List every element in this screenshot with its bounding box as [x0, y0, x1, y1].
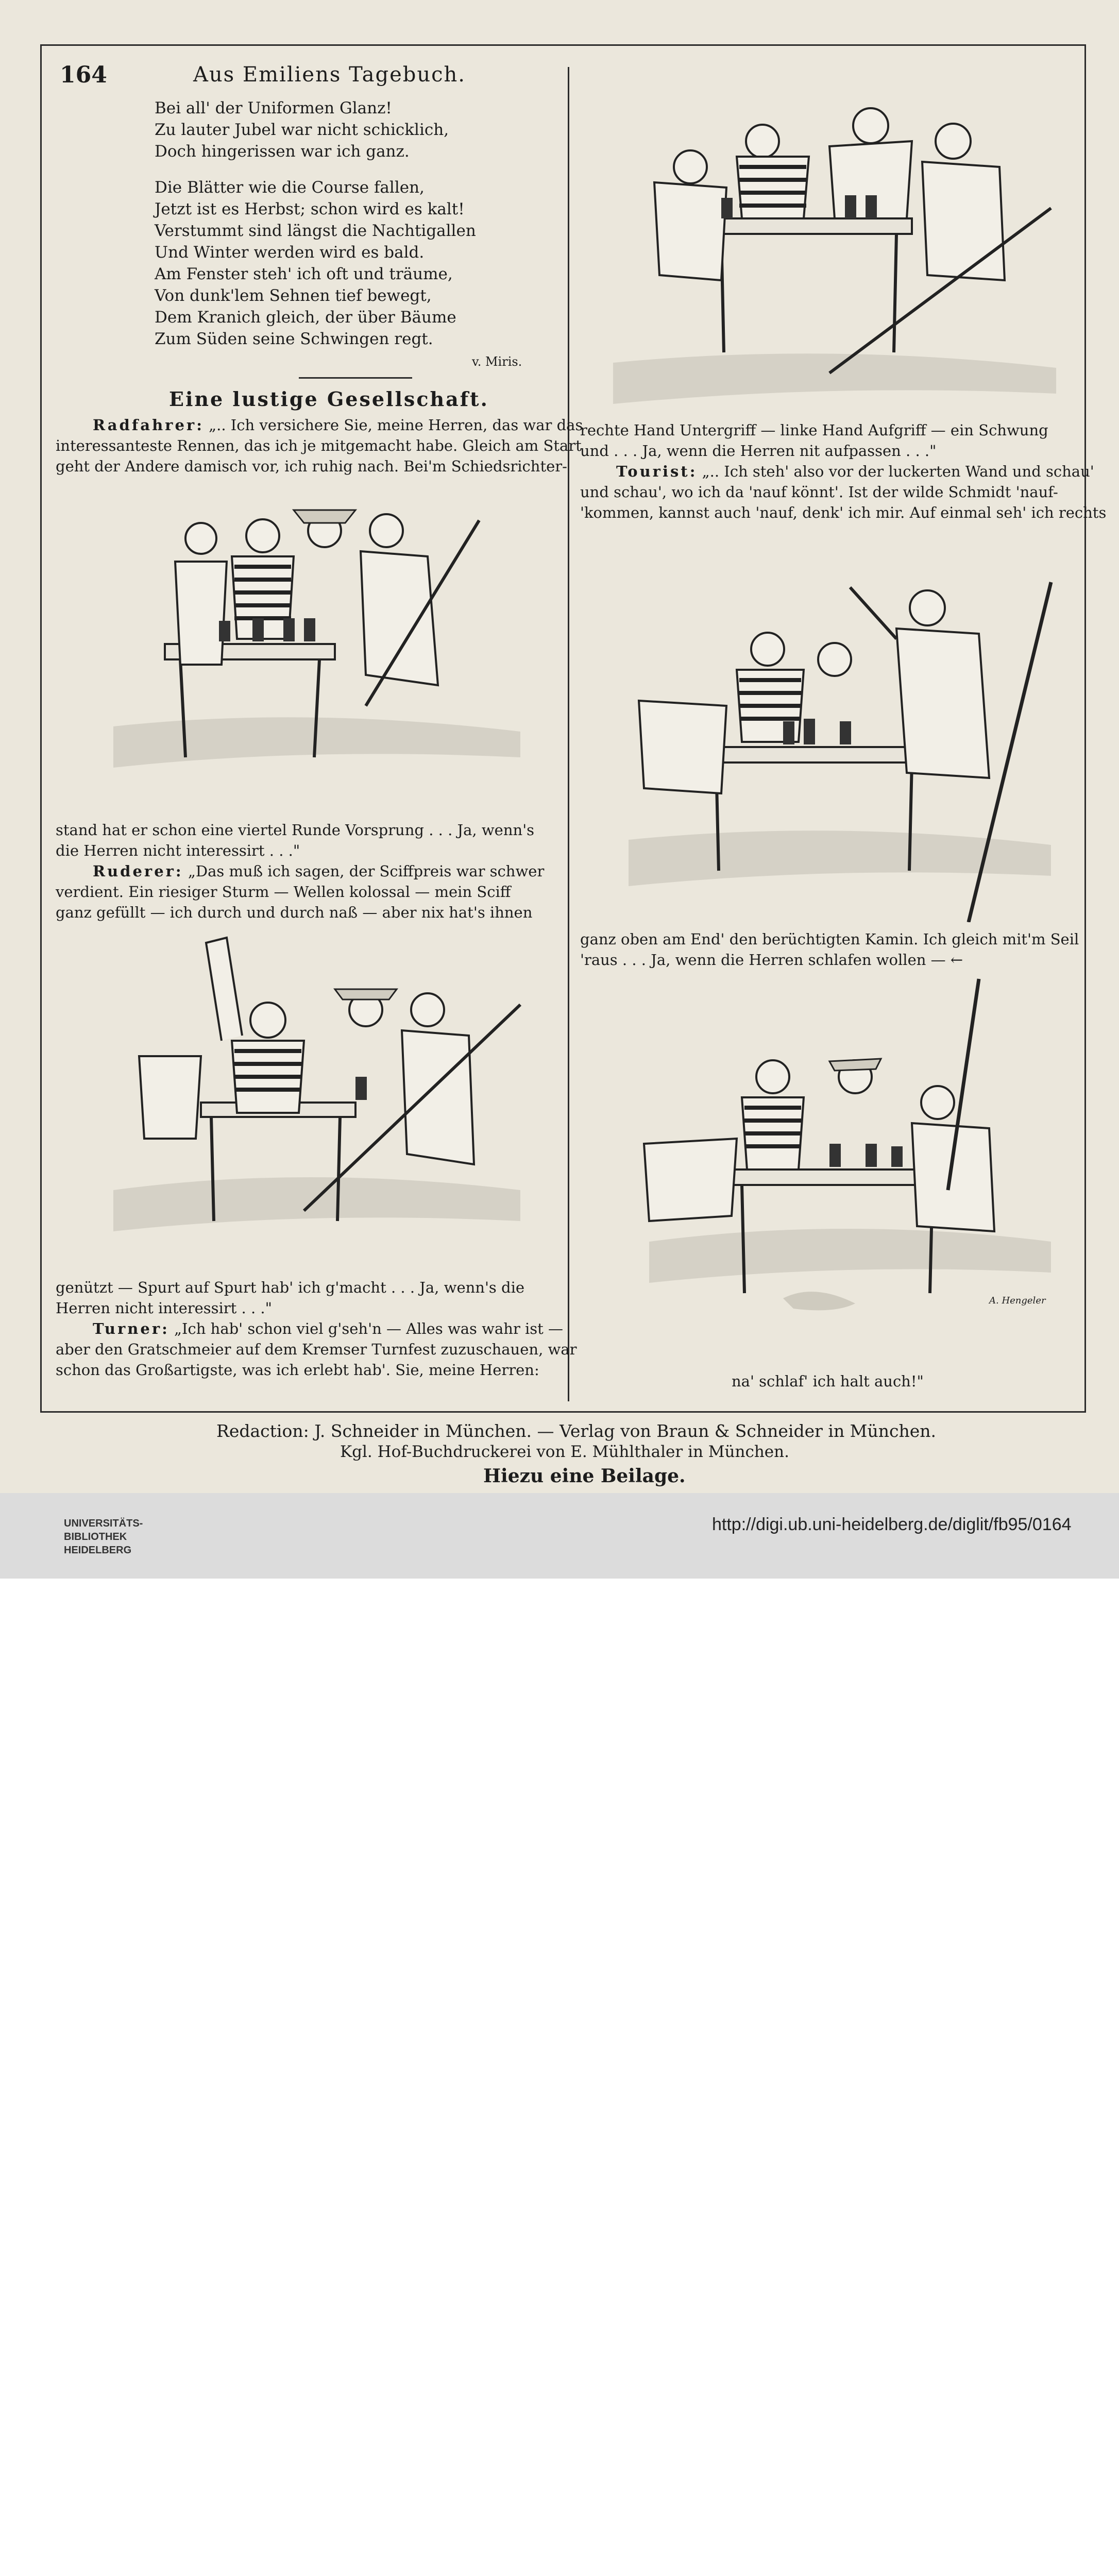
library-footer: [0, 1493, 1119, 1579]
dialogue-line: stand hat er schon eine viertel Runde Vorsprung . . . Ja, wenn's: [56, 821, 535, 839]
dialogue-line: schon das Großartigste, was ich erlebt hab'. Sie, meine Herren:: [56, 1361, 539, 1379]
speaker-label: Tourist:: [616, 463, 698, 480]
dialogue-line: interessanteste Rennen, das ich je mitgemacht habe. Gleich am Start: [56, 437, 582, 454]
dialogue-text: „Ich hab' schon viel g'seh'n — Alles was wahr ist —: [174, 1320, 564, 1337]
column-divider: [568, 67, 569, 1401]
illustration-cyclist-scene: [98, 489, 531, 783]
poem-line: Bei all' der Uniformen Glanz!: [155, 99, 392, 117]
dialogue-line: [616, 463, 1094, 480]
library-name-line: BIBLIOTHEK: [64, 1531, 127, 1543]
illustration-tourist-scene: [608, 551, 1061, 922]
dialogue-text: „Das muß ich sagen, der Sciffpreis war schwer: [188, 862, 545, 880]
imprint-line: Kgl. Hof-Buchdruckerei von E. Mühlthaler in München.: [340, 1443, 789, 1461]
library-name-line: UNIVERSITÄTS-: [64, 1518, 143, 1529]
dialogue-line: Herren nicht interessirt . . .": [56, 1299, 272, 1317]
dialogue-text: „.. Ich steh' also vor der luckerten Wand und schau': [702, 463, 1094, 480]
dialogue-line: die Herren nicht interessirt . . .": [56, 842, 300, 859]
speaker-label: Radfahrer:: [93, 416, 204, 434]
illustration-signature: A. Hengeler: [989, 1295, 1046, 1306]
section-title: Eine lustige Gesellschaft.: [169, 387, 489, 411]
speaker-label: Ruderer:: [93, 862, 183, 880]
supplement-note: Hiezu eine Beilage.: [483, 1465, 686, 1487]
dialogue-line: [93, 862, 544, 880]
library-name-line: HEIDELBERG: [64, 1545, 132, 1556]
dialogue-line: rechte Hand Untergriff — linke Hand Aufgriff — ein Schwung: [580, 421, 1048, 439]
illustration-gymnast-scene: [592, 64, 1066, 419]
dialogue-line: und schau', wo ich da 'nauf könnt'. Ist der wilde Schmidt 'nauf-: [580, 483, 1058, 501]
dialogue-line: verdient. Ein riesiger Sturm — Wellen kolossal — mein Sciff: [56, 883, 511, 901]
section-rule: [299, 377, 412, 379]
poem-line: Verstummt sind längst die Nachtigallen: [155, 222, 476, 240]
source-url-link[interactable]: http://digi.ub.uni-heidelberg.de/diglit/fb95/0164: [712, 1515, 1072, 1534]
speaker-label: Turner:: [93, 1320, 169, 1337]
poem-line: Am Fenster steh' ich oft und träume,: [155, 265, 453, 283]
dialogue-line: ganz oben am End' den berüchtigten Kamin. Ich gleich mit'm Seil: [580, 930, 1079, 948]
illustration-sleeping-scene: [618, 974, 1072, 1355]
poem-line: Jetzt ist es Herbst; schon wird es kalt!: [155, 200, 465, 218]
illustration-rower-scene: [98, 922, 531, 1252]
dialogue-line: 'kommen, kannst auch 'nauf, denk' ich mir. Auf einmal seh' ich rechts: [580, 504, 1107, 521]
page-number: 164: [60, 62, 107, 88]
imprint-line: Redaction: J. Schneider in München. — Verlag von Braun & Schneider in München.: [216, 1421, 936, 1441]
poem-line: Von dunk'lem Sehnen tief bewegt,: [155, 286, 432, 305]
poem-signature: v. Miris.: [472, 354, 522, 369]
dialogue-line: ganz gefüllt — ich durch und durch naß — aber nix hat's ihnen: [56, 904, 533, 921]
dialogue-text: „.. Ich versichere Sie, meine Herren, das war das: [209, 416, 583, 434]
poem-line: Doch hingerissen war ich ganz.: [155, 142, 410, 161]
poem-line: Die Blätter wie die Course fallen,: [155, 178, 425, 197]
dialogue-line: aber den Gratschmeier auf dem Kremser Turnfest zuzuschauen, war: [56, 1341, 577, 1358]
dialogue-line: 'raus . . . Ja, wenn die Herren schlafen wollen — ←: [580, 951, 963, 969]
dialogue-line: [93, 1320, 563, 1337]
poem-line: Und Winter werden wird es bald.: [155, 243, 425, 262]
dialogue-line: genützt — Spurt auf Spurt hab' ich g'macht . . . Ja, wenn's die: [56, 1279, 525, 1296]
closing-line: na' schlaf' ich halt auch!": [732, 1372, 924, 1390]
dialogue-line: [93, 416, 583, 434]
poem-line: Zum Süden seine Schwingen regt.: [155, 330, 433, 348]
poem-line: Zu lauter Jubel war nicht schicklich,: [155, 121, 449, 139]
running-title: Aus Emiliens Tagebuch.: [193, 63, 466, 87]
poem-line: Dem Kranich gleich, der über Bäume: [155, 308, 456, 327]
dialogue-line: und . . . Ja, wenn die Herren nit aufpassen . . .": [580, 442, 937, 460]
dialogue-line: geht der Andere damisch vor, ich ruhig nach. Bei'm Schiedsrichter-: [56, 457, 567, 475]
